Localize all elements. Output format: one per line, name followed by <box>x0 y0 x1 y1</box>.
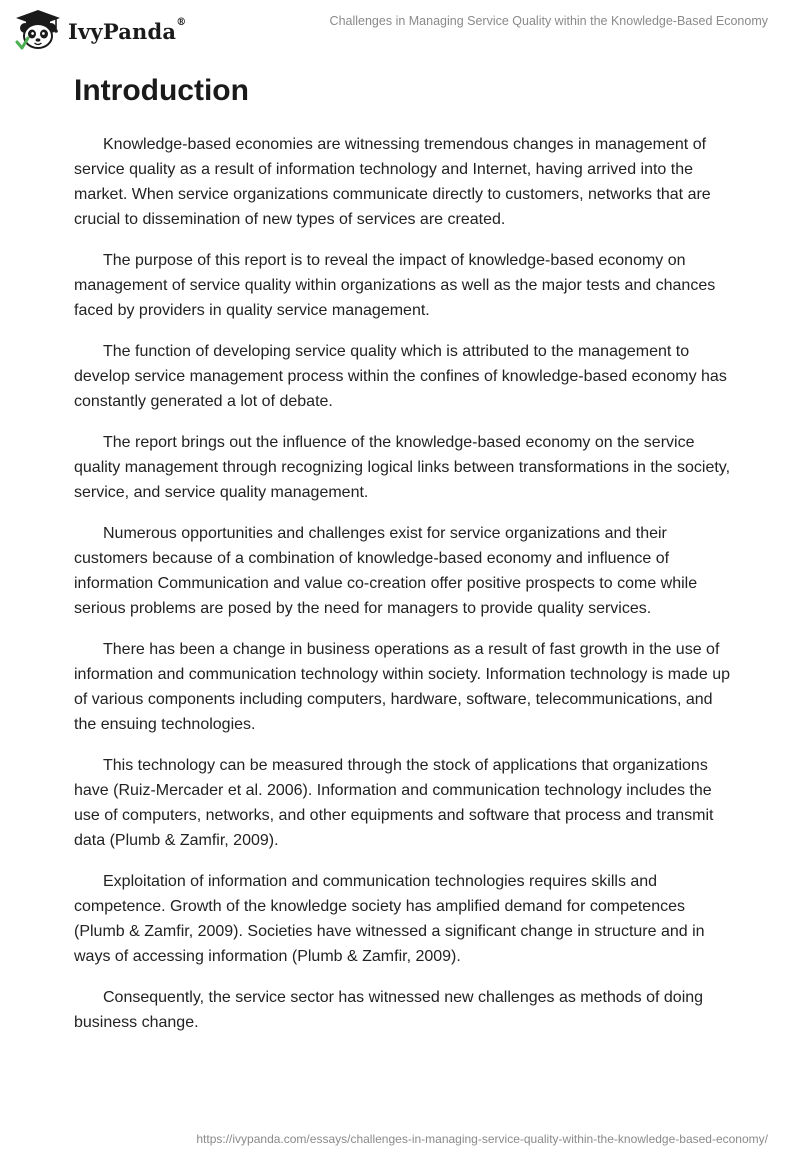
brand-name: IvyPanda® <box>68 16 187 44</box>
source-url-link[interactable]: https://ivypanda.com/essays/challenges-in-managing-service-quality-within-the-knowledge-based-economy/ <box>196 1132 768 1146</box>
article-body <box>74 72 734 1051</box>
paragraph: The purpose of this report is to reveal the impact of knowledge-based economy on management of service quality within organizations as well as the major tests and chances faced by providers in quality service management. <box>74 252 716 319</box>
document-title: Challenges in Managing Service Quality within the Knowledge-Based Economy <box>329 14 768 28</box>
paragraph: Knowledge-based economies are witnessing tremendous changes in management of service quality as a result of information technology and Internet, having arrived into the market. When service organizations communicate directly to customers, networks that are crucial to dissemination of new types of services are created. <box>74 136 711 228</box>
paragraph: Numerous opportunities and challenges exist for service organizations and their customers because of a combination of knowledge-based economy and influence of information Communication and value co-creation offer positive prospects to come while serious problems are posed by the need for managers to provide quality services. <box>74 525 698 617</box>
paragraph: The report brings out the influence of the knowledge-based economy on the service quality management through recognizing logical links between transformations in the society, service, and service quality management. <box>74 434 731 501</box>
paragraph: This technology can be measured through the stock of applications that organizations have (Ruiz-Mercader et al. 2006). Information and communication technology includes the use of computers, networks, and other equipments and software that process and transmit data (Plumb & Zamfir, 2009). <box>74 757 714 849</box>
paragraph: The function of developing service quality which is attributed to the management to develop service management process within the confines of knowledge-based economy has constantly generated a lot of debate. <box>74 343 727 410</box>
page-header <box>0 0 800 60</box>
ivypanda-logo[interactable] <box>14 8 186 50</box>
paragraph: Exploitation of information and communication technologies requires skills and competence. Growth of the knowledge society has amplified demand for competences (Plumb & Zamfir, 2009). Societies have witnessed a significant change in structure and in ways of accessing information (Plumb & Zamfir, 2009). <box>74 873 705 965</box>
section-heading: Introduction <box>74 74 249 107</box>
registered-mark: ® <box>176 16 187 28</box>
paragraph: There has been a change in business operations as a result of fast growth in the use of information and communication technology within society. Information technology is made up of various components including computers, hardware, software, telecommunications, and the ensuing technologies. <box>74 641 731 733</box>
paragraph: Consequently, the service sector has witnessed new challenges as methods of doing business change. <box>74 989 704 1031</box>
panda-graduate-icon <box>14 8 62 50</box>
